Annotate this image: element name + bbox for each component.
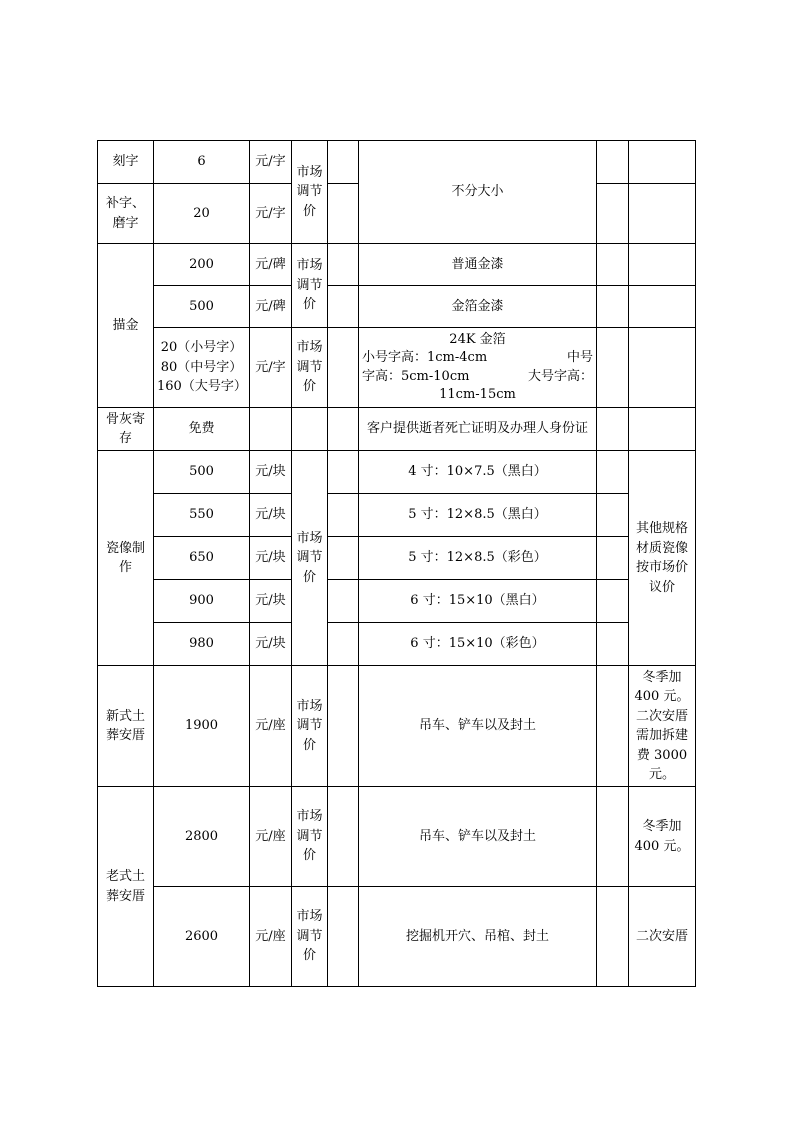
desc-title: 24K 金箔 <box>449 332 506 348</box>
pricing-mode: 市场调节价 <box>292 666 328 787</box>
price-small: 20（小号字） <box>160 340 243 356</box>
price-medium: 80（中号字） <box>160 359 243 375</box>
description: 吊车、铲车以及封土 <box>359 666 597 787</box>
empty-cell <box>328 787 359 887</box>
price: 500 <box>154 451 250 494</box>
empty-cell <box>328 286 359 328</box>
empty-cell <box>597 580 629 623</box>
table-row <box>98 244 696 286</box>
empty-cell <box>597 494 629 537</box>
empty-cell <box>597 537 629 580</box>
empty-cell <box>328 623 359 666</box>
description: 金箔金漆 <box>359 286 597 328</box>
unit: 元/块 <box>250 623 292 666</box>
price: 20 <box>154 184 250 244</box>
empty-cell <box>328 580 359 623</box>
price: 500 <box>154 286 250 328</box>
empty-cell <box>597 623 629 666</box>
unit: 元/块 <box>250 451 292 494</box>
empty-cell <box>629 184 696 244</box>
empty-cell <box>629 328 696 408</box>
table-row <box>98 580 696 623</box>
description: 6 寸：15×10（黑白） <box>359 580 597 623</box>
empty-cell <box>292 408 328 451</box>
table-row <box>98 537 696 580</box>
empty-cell <box>328 537 359 580</box>
size-small: 小号字高：1cm-4cm <box>362 350 488 366</box>
empty-cell <box>328 184 359 244</box>
unit: 元/碑 <box>250 286 292 328</box>
remark: 其他规格材质瓷像按市场价议价 <box>629 451 696 666</box>
empty-cell <box>328 451 359 494</box>
price: 免费 <box>154 408 250 451</box>
price: 1900 <box>154 666 250 787</box>
table-row <box>98 623 696 666</box>
remark: 二次安厝 <box>629 887 696 987</box>
table-row <box>98 286 696 328</box>
item-name: 骨灰寄存 <box>98 408 154 451</box>
pricing-mode: 市场调节价 <box>292 244 328 328</box>
table-row <box>98 408 696 451</box>
price: 650 <box>154 537 250 580</box>
empty-cell <box>597 184 629 244</box>
price: 2800 <box>154 787 250 887</box>
unit: 元/座 <box>250 666 292 787</box>
empty-cell <box>328 141 359 184</box>
description <box>359 328 597 408</box>
empty-cell <box>328 408 359 451</box>
pricing-mode: 市场调节价 <box>292 787 328 887</box>
empty-cell <box>328 244 359 286</box>
price: 980 <box>154 623 250 666</box>
unit: 元/碑 <box>250 244 292 286</box>
item-name: 刻字 <box>98 141 154 184</box>
pricing-mode: 市场调节价 <box>292 328 328 408</box>
pricing-mode: 市场调节价 <box>292 451 328 666</box>
unit: 元/字 <box>250 184 292 244</box>
empty-cell <box>597 408 629 451</box>
unit: 元/块 <box>250 494 292 537</box>
desc-line <box>362 368 593 386</box>
description: 普通金漆 <box>359 244 597 286</box>
price: 550 <box>154 494 250 537</box>
table-row <box>98 787 696 887</box>
item-name: 补字、磨字 <box>98 184 154 244</box>
table-row <box>98 141 696 184</box>
empty-cell <box>597 286 629 328</box>
empty-cell <box>629 244 696 286</box>
empty-cell <box>597 666 629 787</box>
empty-cell <box>597 141 629 184</box>
price: 200 <box>154 244 250 286</box>
empty-cell <box>597 887 629 987</box>
empty-cell <box>629 286 696 328</box>
description: 5 寸：12×8.5（彩色） <box>359 537 597 580</box>
size-mid-label: 中号 <box>566 350 593 366</box>
pricing-mode: 市场调节价 <box>292 887 328 987</box>
table-row <box>98 328 696 408</box>
table-row <box>98 451 696 494</box>
description: 4 寸：10×7.5（黑白） <box>359 451 597 494</box>
unit: 元/座 <box>250 787 292 887</box>
empty-cell <box>597 787 629 887</box>
item-name: 新式土葬安厝 <box>98 666 154 787</box>
item-name: 描金 <box>98 244 154 408</box>
price: 900 <box>154 580 250 623</box>
unit: 元/字 <box>250 141 292 184</box>
size-large-value: 11cm-15cm <box>439 386 516 402</box>
empty-cell <box>597 328 629 408</box>
description: 6 寸：15×10（彩色） <box>359 623 597 666</box>
table-row <box>98 666 696 787</box>
price-table <box>97 140 696 987</box>
size-mid-value: 字高：5cm-10cm <box>362 368 470 384</box>
description: 5 寸：12×8.5（黑白） <box>359 494 597 537</box>
unit: 元/块 <box>250 580 292 623</box>
table-row <box>98 494 696 537</box>
description: 吊车、铲车以及封土 <box>359 787 597 887</box>
empty-cell <box>597 451 629 494</box>
remark: 冬季加400 元。 <box>629 787 696 887</box>
price-large: 160（大号字） <box>157 379 247 395</box>
empty-cell <box>328 494 359 537</box>
size-large-label: 大号字高： <box>527 368 593 384</box>
unit: 元/块 <box>250 537 292 580</box>
price <box>154 328 250 408</box>
item-name: 老式土葬安厝 <box>98 787 154 987</box>
empty-cell <box>328 666 359 787</box>
pricing-mode: 市场调节价 <box>292 141 328 244</box>
empty-cell <box>629 141 696 184</box>
empty-cell <box>629 408 696 451</box>
empty-cell <box>250 408 292 451</box>
empty-cell <box>328 887 359 987</box>
remark: 冬季加400 元。二次安厝需加拆建费 3000 元。 <box>629 666 696 787</box>
table-row <box>98 887 696 987</box>
description: 客户提供逝者死亡证明及办理人身份证 <box>359 408 597 451</box>
empty-cell <box>597 244 629 286</box>
empty-cell <box>328 328 359 408</box>
desc-line <box>362 349 593 367</box>
unit: 元/字 <box>250 328 292 408</box>
item-name: 瓷像制作 <box>98 451 154 666</box>
price: 2600 <box>154 887 250 987</box>
price: 6 <box>154 141 250 184</box>
description: 挖掘机开穴、吊棺、封土 <box>359 887 597 987</box>
unit: 元/座 <box>250 887 292 987</box>
description: 不分大小 <box>359 141 597 244</box>
